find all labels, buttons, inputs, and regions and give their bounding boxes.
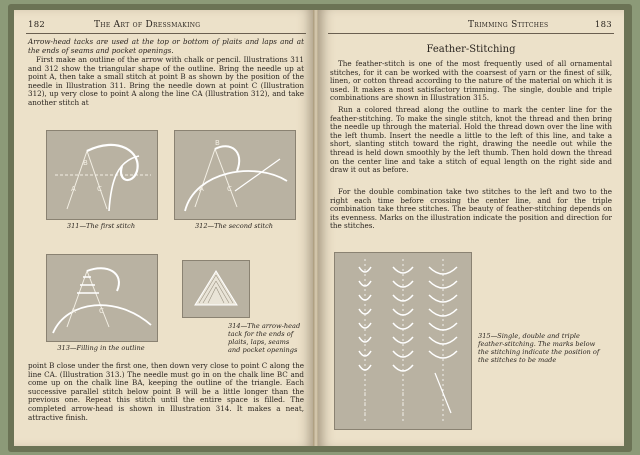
right-running-head: Trimming Stitches bbox=[468, 20, 549, 30]
svg-text:A: A bbox=[199, 185, 204, 193]
figure-311-caption: 311—The first stitch bbox=[66, 222, 136, 230]
figure-313-caption: 313—Filling in the outline bbox=[57, 344, 145, 352]
svg-text:A: A bbox=[71, 307, 76, 315]
closing-paragraph: point B close under the first one, then down very close to point C along the line CA. (Illustration 313.) The needle must go in on the chalk line BC and come up on the chalk line BA, keeping the outline of the triangle. Each successive parallel stitch below point B will be a little longer than the previous one. Repeat this stitch until the entire space is filled. The completed arrow-head is shown in Illustration 314. It makes a neat, attractive finish. bbox=[28, 361, 304, 422]
svg-text:A: A bbox=[71, 185, 76, 193]
right-page-number: 183 bbox=[594, 20, 612, 30]
left-running-head: The Art of Dressmaking bbox=[94, 20, 201, 30]
feather-paragraph-1: The feather-stitch is one of the most frequently used of all ornamental stitches, for it can be worked with the coarsest of yarn or the finest of silk, linen, or cotton thread according to the nature of the material on which it is used. It makes a most satisfactory trimming. The single, double and triple combinations are shown in Illustration 315. bbox=[330, 59, 612, 103]
figure-313-image bbox=[46, 254, 158, 342]
right-header-rule bbox=[328, 33, 614, 34]
svg-text:B: B bbox=[83, 159, 88, 167]
left-header-rule bbox=[26, 33, 306, 34]
svg-text:C: C bbox=[99, 307, 104, 315]
right-page bbox=[318, 10, 624, 446]
feather-paragraph-2: Run a colored thread along the outline to mark the center line for the feather-stitching. To make the single stitch, knot the thread and then bring the needle up through the material. Hold the thread down over the line with the left thumb. Insert the needle a little to the left of this line, and take a short, slanting stitch toward the right, drawing the needle out while the thread is held down smoothly by the left thumb. Then hold down the thread on the center line and take a stitch of equal length on the right side and draw it out as before. bbox=[330, 105, 612, 175]
figure-314-caption: 314—The arrow-head tack for the ends of plaits, laps, seams and pocket openings bbox=[228, 322, 301, 354]
intro-paragraph: Arrow-head tacks are used at the top or bottom of plaits and laps and at the ends of seams and pocket openings. bbox=[28, 37, 304, 55]
feather-paragraph-3: For the double combination take two stitches to the left and two to the right each time before crossing the center line, and for the triple combination take three stitches. The beauty of feather-stitching depends on its evenness. Marks on the illustration indicate the position and direction for the stitches. bbox=[330, 187, 612, 231]
figure-315-caption: 315—Single, double and triple feather-stitching. The marks below the stitching indicate the position of the stitches to be made bbox=[478, 332, 600, 364]
figure-314-image bbox=[182, 260, 250, 318]
figure-315-image bbox=[334, 252, 472, 430]
section-title: Feather-Stitching bbox=[426, 44, 516, 55]
open-book bbox=[8, 4, 632, 452]
instructions-paragraph: First make an outline of the arrow with chalk or pencil. Illustrations 311 and 312 show the triangular shape of the outline. Bring the needle up at point A, then take a small stitch at point B as shown by the position of the needle in Illustration 311. Bring the needle down at point C (Illustration 312), up very close to point A along the line CA (Illustration 312), and take another stitch at bbox=[28, 55, 304, 107]
left-page bbox=[14, 10, 314, 446]
figure-312-caption: 312—The second stitch bbox=[194, 222, 274, 230]
svg-text:C: C bbox=[227, 185, 232, 193]
svg-text:C: C bbox=[97, 185, 102, 193]
figure-311-image bbox=[46, 130, 158, 220]
figure-312-image bbox=[174, 130, 296, 220]
svg-text:B: B bbox=[215, 139, 220, 147]
left-page-number: 182 bbox=[28, 20, 46, 30]
